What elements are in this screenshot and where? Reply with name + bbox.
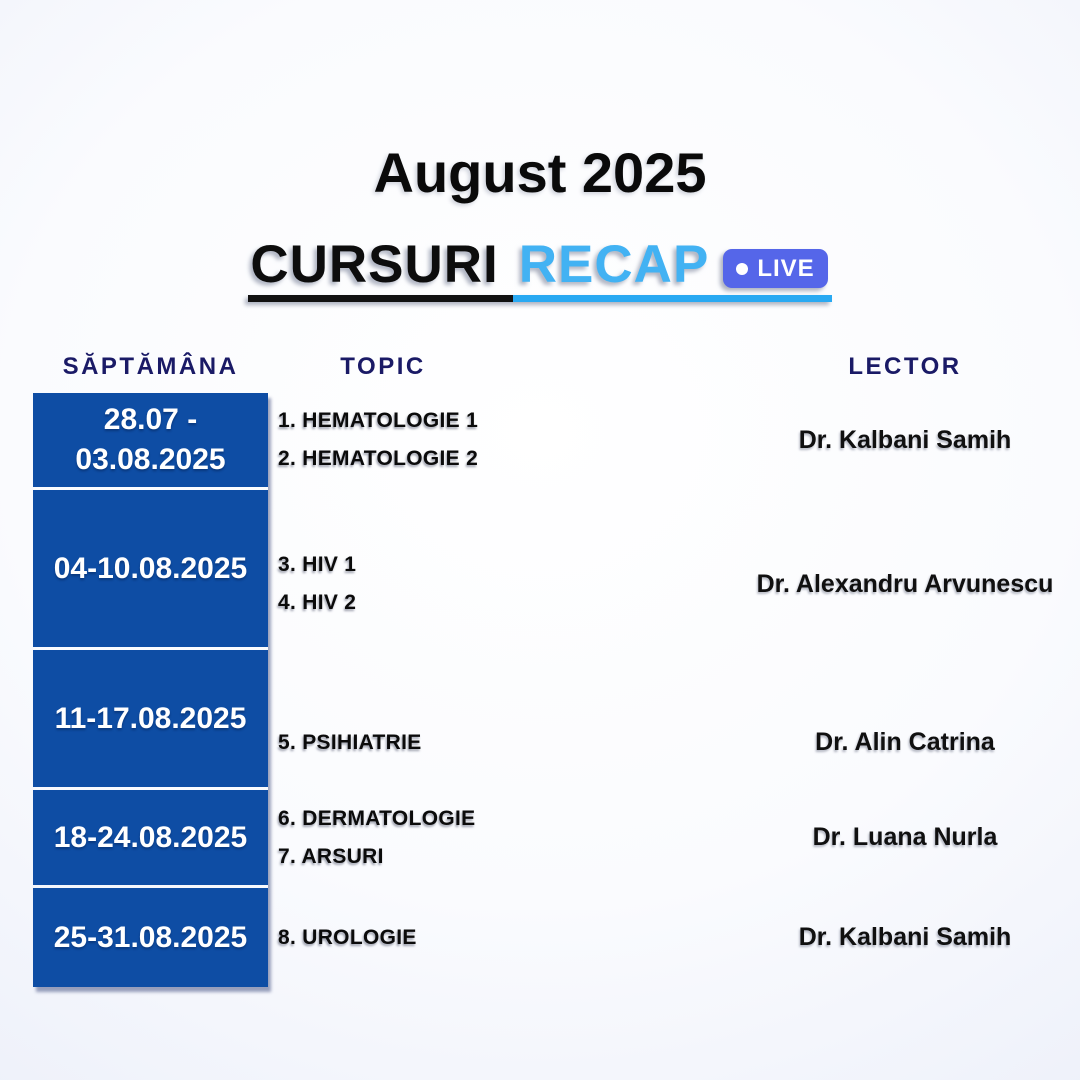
- topic-item: 7. ARSURI: [278, 844, 384, 868]
- topic-item: 6. DERMATOLOGIE: [278, 806, 476, 830]
- week-cell-row1: [33, 393, 268, 487]
- schedule-table: [33, 393, 1080, 987]
- topic-item: 2. HEMATOLOGIE 2: [278, 447, 479, 470]
- lector-cell-row4: [730, 790, 1080, 885]
- series-title-cursuri: CURSURI: [248, 238, 512, 302]
- topic-cell-row2: [268, 490, 730, 647]
- lector-cell-row5: [730, 888, 1080, 987]
- lector-name: Dr. Kalbani Samih: [798, 425, 1012, 454]
- week-text: 03.08.2025: [75, 443, 226, 476]
- week-text: 11-17.08.2025: [54, 701, 247, 735]
- live-badge: [723, 249, 827, 288]
- lector-cell-row1: [730, 393, 1080, 487]
- column-header-topic: TOPIC: [340, 353, 426, 380]
- topic-item: 3. HIV 1: [278, 553, 357, 576]
- week-text: 28.07 -: [103, 403, 198, 436]
- week-cell-row5: [33, 888, 268, 987]
- page-title: August 2025: [373, 141, 707, 204]
- week-cell-row4: [33, 790, 268, 885]
- series-title: [0, 235, 1080, 302]
- lector-cell-row2: [730, 490, 1080, 647]
- topic-cell-row3: [268, 650, 730, 787]
- week-text: 04-10.08.2025: [53, 551, 248, 585]
- live-badge-label: LIVE: [757, 254, 815, 282]
- series-title-recap: RECAP: [518, 235, 710, 294]
- week-cell-row3: [33, 650, 268, 787]
- topic-item: 5. PSIHIATRIE: [278, 730, 422, 754]
- column-header-lector: LECTOR: [848, 353, 962, 380]
- topic-cell-row5: [268, 888, 730, 987]
- topic-item: 1. HEMATOLOGIE 1: [278, 409, 479, 432]
- topic-item: 8. UROLOGIE: [278, 925, 417, 949]
- series-title-recap-wrap: [513, 235, 832, 302]
- lector-cell-row3: [730, 650, 1080, 787]
- lector-name: Dr. Alexandru Arvunescu: [756, 569, 1054, 598]
- lector-name: Dr. Luana Nurla: [812, 823, 998, 851]
- lector-name: Dr. Alin Catrina: [815, 728, 995, 756]
- topic-cell-row4: [268, 790, 730, 885]
- week-text: 25-31.08.2025: [53, 920, 248, 954]
- topic-cell-row1: [268, 393, 730, 487]
- week-text: 18-24.08.2025: [53, 820, 248, 854]
- live-dot-icon: [736, 263, 748, 275]
- topic-item: 4. HIV 2: [278, 591, 357, 614]
- column-header-week: SĂPTĂMÂNA: [62, 353, 239, 380]
- lector-name: Dr. Kalbani Samih: [798, 923, 1012, 951]
- week-cell-row2: [33, 490, 268, 647]
